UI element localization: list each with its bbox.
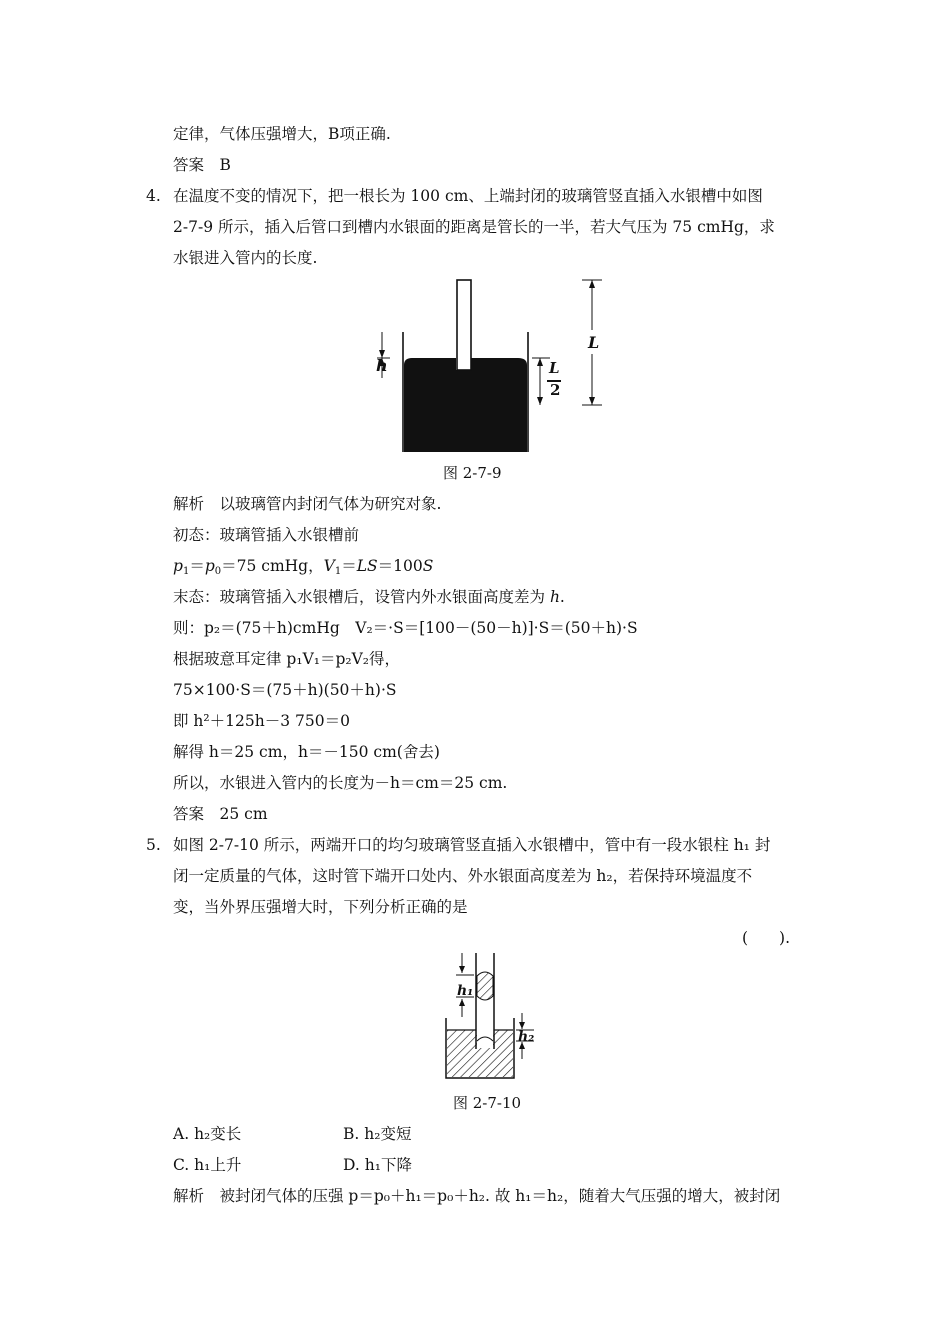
- q4-number: 4.: [146, 187, 161, 205]
- q5-text-line2: 闭一定质量的气体，这时管下端开口处内、外水银面高度差为 h₂，若保持环境温度不: [173, 867, 753, 885]
- prev-answer: 答案 B: [173, 156, 231, 174]
- q4-answer: 答案 25 cm: [173, 805, 268, 823]
- figure-label-h2: h₂: [518, 1029, 535, 1045]
- figure-label-h: h: [376, 356, 388, 375]
- q4-text-line3: 水银进入管内的长度.: [173, 249, 318, 267]
- q4-solution-final-state: 末态：玻璃管插入水银槽后，设管内外水银面高度差为 h.: [173, 588, 565, 606]
- figure-2-7-10: [440, 953, 550, 1083]
- option-b: B. h₂变短: [343, 1125, 412, 1143]
- prev-text-line: 定律，气体压强增大，B项正确.: [173, 125, 391, 143]
- option-a: A. h₂变长: [173, 1125, 242, 1143]
- q4-text-line1: 在温度不变的情况下，把一根长为 100 cm、上端封闭的玻璃管竖直插入水银槽中如图: [173, 187, 763, 205]
- q4-text-line2: 2-7-9 所示，插入后管口到槽内水银面的距离是管长的一半，若大气压为 75 cmHg，求: [173, 218, 775, 236]
- figure-label-L: L: [588, 333, 600, 352]
- figure-caption-2-7-9: 图 2-7-9: [443, 464, 502, 482]
- q5-analysis: 解析 被封闭气体的压强 p＝p₀＋h₁＝p₀＋h₂. 故 h₁＝h₂，随着大气压强的增大，被封闭: [173, 1187, 781, 1205]
- q4-solution-line: 所以，水银进入管内的长度为－h＝cm＝25 cm.: [173, 774, 508, 792]
- q4-solution-line: 则：p₂＝(75＋h)cmHg V₂＝·S＝[100－(50－h)]·S＝(50＋h)·S: [173, 619, 638, 637]
- q4-solution-line: 初态：玻璃管插入水银槽前: [173, 526, 360, 544]
- q4-solution-line: 解得 h＝25 cm，h＝－150 cm(舍去): [173, 743, 440, 761]
- figure-label-h1: h₁: [457, 983, 474, 999]
- option-d: D. h₁下降: [343, 1156, 412, 1174]
- q5-text-line1: 如图 2-7-10 所示，两端开口的均匀玻璃管竖直插入水银槽中，管中有一段水银柱 h₁ 封: [173, 836, 771, 854]
- q4-solution-line: 75×100·S＝(75＋h)(50＋h)·S: [173, 681, 397, 699]
- q4-solution-line: 解析 以玻璃管内封闭气体为研究对象.: [173, 495, 442, 513]
- q4-solution-initial-state: $p_1=p_0=75$ cmHg，$V_1=LS=100S$: [173, 557, 434, 577]
- q5-answer-bracket: ( ).: [742, 929, 791, 947]
- figure-label-half-num: L: [549, 359, 560, 377]
- figure-label-half-den: 2: [550, 381, 561, 399]
- q5-number: 5.: [146, 836, 161, 854]
- q4-solution-line: 根据玻意耳定律 p₁V₁＝p₂V₂得，: [173, 650, 401, 668]
- figure-caption-2-7-10: 图 2-7-10: [453, 1094, 522, 1112]
- q5-text-line3: 变，当外界压强增大时，下列分析正确的是: [173, 898, 468, 916]
- q4-solution-line: 即 h²＋125h－3 750＝0: [173, 712, 350, 730]
- option-c: C. h₁上升: [173, 1156, 242, 1174]
- figure-2-7-9: [360, 270, 620, 460]
